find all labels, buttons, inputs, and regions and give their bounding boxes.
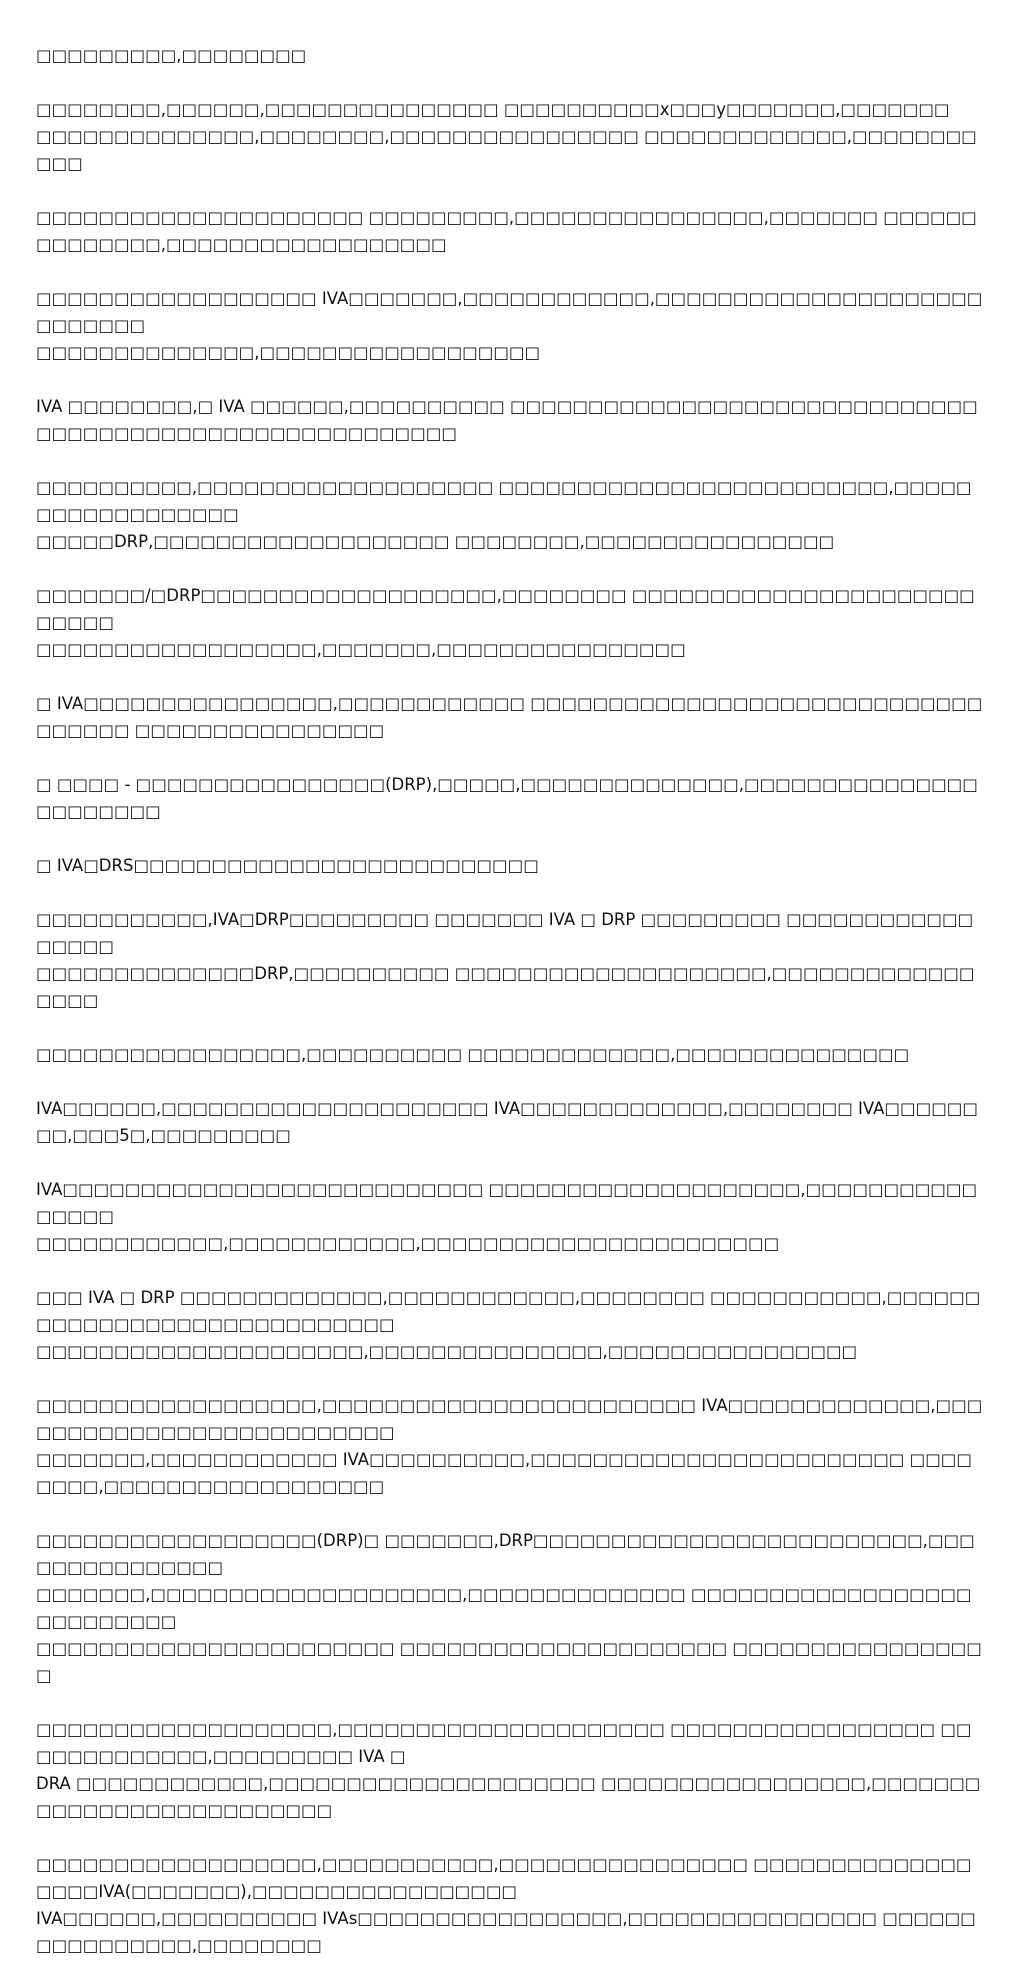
paragraph-11: □□□□□□□□□□□,IVA□DRP□□□□□□□□□ □□□□□□□ IVA □ DRP □□□□□□□□□ □□□□□□□□□□□□□□□□□ □□□□□□□□□□□□□□DRP,□□□□□□□□□□ □□□□□□□□□□□□□□□□□□□□,□□□□□□□□□□□□□□□□□ [36, 910, 975, 1010]
paragraph-18: □□□□□□□□□□□□□□□□□□□,□□□□□□□□□□□□□□□□□□□□□ □□□□□□□□□□□□□□□□□ □□□□□□□□□□□□□,□□□□□□□□□ IVA □ DRA □□□□□□□□□□□□,□□□□□□□□□□□□□□□□□□□□□ □□□□□□□□□□□□□□□□□,□□□□□□□□□□□□□□□□□□□□□□□□□□ [36, 1720, 981, 1820]
paragraph-17: □□□□□□□□□□□□□□□□□□(DRP)□ □□□□□□□,DRP□□□□□□□□□□□□□□□□□□□□□□□□□,□□□□□□□□□□□□□□□ □□□□□□□,□□□□□□□□□□□□□□□□□□□□,□□□□□□□□□□□□□□ □□□□□□□□□□□□□□□□□□□□□□□□□□□ □□□□□□□□□□□□□□□□□□□□□□□ □□□□□□□□□□□□□□□□□□□□□ □□□□□□□□□□□□□□□□□ [36, 1531, 982, 1685]
paragraph-15: □□□ IVA □ DRP □□□□□□□□□□□□□,□□□□□□□□□□□□,□□□□□□□□ □□□□□□□□□□□,□□□□□□□□□□□□□□□□□□□□□□□□□□□□□ □□□□□□□□□□□□□□□□□□□□□,□□□□□□□□□□□□□□□,□□□□□□□□□□□□□□□□ [36, 1288, 981, 1361]
paragraph-5: IVA □□□□□□□□,□ IVA □□□□□□,□□□□□□□□□□ □□□□□□□□□□□□□□□□□□□□□□□□□□□□□□ □□□□□□□□□□□□□□□□□□□□□□□□□□□ [36, 397, 978, 443]
paragraph-13: IVA□□□□□□,□□□□□□□□□□□□□□□□□□□□□ IVA□□□□□□□□□□□□□,□□□□□□□□ IVA□□□□□□□□,□□□5□,□□□□□□□□□ [36, 1099, 978, 1145]
paragraph-10: □ IVA□DRS□□□□□□□□□□□□□□□□□□□□□□□□□□ [36, 856, 539, 875]
paragraph-9: □ □□□□ - □□□□□□□□□□□□□□□□(DRP),□□□□□,□□□□□□□□□□□□□□,□□□□□□□□□□□□□□□□□□□□□□□ [36, 775, 978, 821]
paragraph-12: □□□□□□□□□□□□□□□□□,□□□□□□□□□□ □□□□□□□□□□□□□,□□□□□□□□□□□□□□□ [36, 1045, 910, 1064]
paragraph-1: □□□□□□□□□,□□□□□□□□ [36, 46, 307, 65]
paragraph-8: □ IVA□□□□□□□□□□□□□□□□,□□□□□□□□□□□□ □□□□□□□□□□□□□□□□□□□□□□□□□□□□□□□□□□□ □□□□□□□□□□□□□□□□ [36, 694, 983, 740]
paragraph-19: □□□□□□□□□□□□□□□□□□,□□□□□□□□□□□,□□□□□□□□□□□□□□□□ □□□□□□□□□□□□□□□□□□IVA(□□□□□□□),□□□□□□□□□□□□□□□□□ IVA□□□□□□,□□□□□□□□□□ IVAs□□□□□□□□□□□□□□□□□,□□□□□□□□□□□□□□□□ □□□□□□□□□□□□□□□□,□□□□□□□□ [36, 1855, 976, 1955]
paragraph-6: □□□□□□□□□□,□□□□□□□□□□□□□□□□□□□ □□□□□□□□□□□□□□□□□□□□□□□□□,□□□□□□□□□□□□□□□□□□ □□□□□DRP,□□□□□□□□□□□□□□□□□□□ □□□□□□□□,□□□□□□□□□□□□□□□□ [36, 478, 972, 551]
paragraph-7: □□□□□□□/□DRP□□□□□□□□□□□□□□□□□□□,□□□□□□□□ □□□□□□□□□□□□□□□□□□□□□□□□□□□ □□□□□□□□□□□□□□□□□□,□□□□□□□,□□□□□□□□□□□□□□□□ [36, 586, 975, 659]
paragraph-2: □□□□□□□□,□□□□□□,□□□□□□□□□□□□□□□ □□□□□□□□□□x□□□y□□□□□□□,□□□□□□□ □□□□□□□□□□□□□□,□□□□□□□□,□□□□□□□□□□□□□□□□ □□□□□□□□□□□□□,□□□□□□□□□□□ [36, 100, 977, 173]
paragraph-14: IVA□□□□□□□□□□□□□□□□□□□□□□□□□□□ □□□□□□□□□□□□□□□□□□□□,□□□□□□□□□□□□□□□□ □□□□□□□□□□□□,□□□□□□□□□□□□,□□□□□□□□□□□□□□□□□□□□□□□ [36, 1180, 978, 1253]
paragraph-16: □□□□□□□□□□□□□□□□□□,□□□□□□□□□□□□□□□□□□□□□□□□ IVA□□□□□□□□□□□□□,□□□□□□□□□□□□□□□□□□□□□□□□□□ □□□□□□□,□□□□□□□□□□□□ IVA□□□□□□□□□□,□□□□□□□□□□□□□□□□□□□□□□□□ □□□□□□□□,□□□□□□□□□□□□□□□□□□ [36, 1396, 983, 1496]
paragraph-4: □□□□□□□□□□□□□□□□□□ IVA□□□□□□□,□□□□□□□□□□□□,□□□□□□□□□□□□□□□□□□□□□□□□□□□□ □□□□□□□□□□□□□□,□□□□□□□□□□□□□□□□□□ [36, 289, 983, 362]
paragraph-3: □□□□□□□□□□□□□□□□□□□□□ □□□□□□□□□,□□□□□□□□□□□□□□□□,□□□□□□□ □□□□□□□□□□□□□□,□□□□□□□□□□□□□□□□□□ [36, 208, 977, 254]
document-page [36, 42, 986, 1986]
